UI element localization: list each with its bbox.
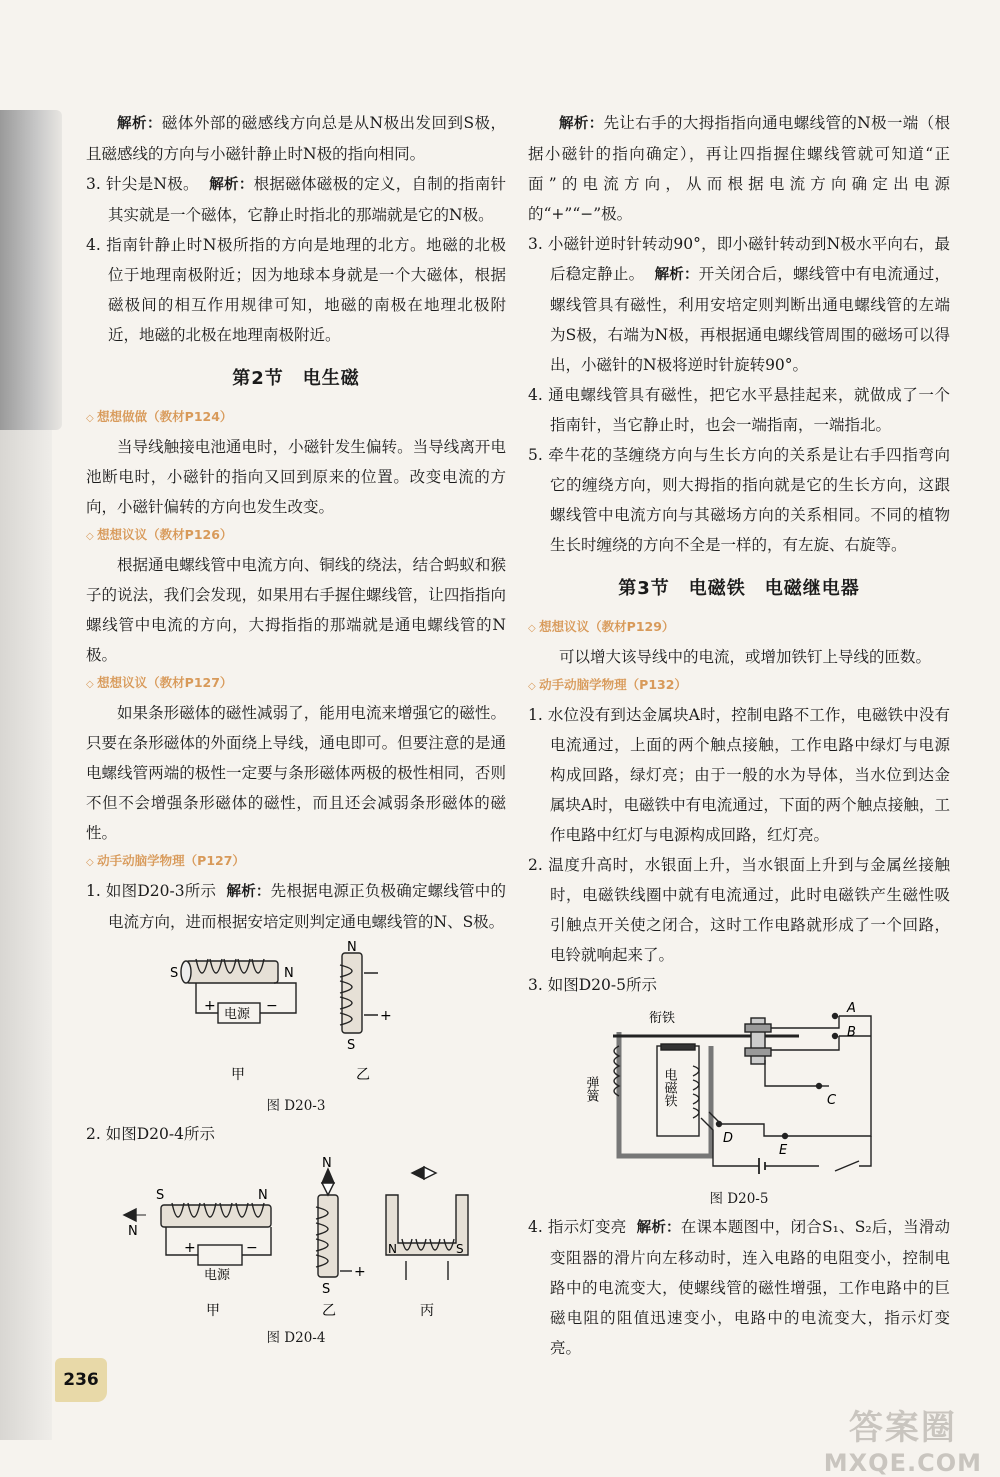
figure-caption: 图 D20-3: [266, 1098, 326, 1114]
contact-label: C: [827, 1093, 837, 1108]
answer-item-3: 3. 如图D20-5所示: [528, 976, 657, 994]
answer-item-3: [86, 169, 506, 230]
pole-label: N: [284, 966, 294, 981]
figure-sublabel: 丙: [420, 1303, 434, 1319]
watermark-url: MXQE.COM: [823, 1449, 982, 1477]
terminal-label: +: [184, 1240, 196, 1256]
answer-item-2: 2. 如图D20-4所示: [86, 1125, 215, 1143]
paragraph-text: 根据磁体磁极的定义，自制的指南针其实就是一个磁体，它静止时指北的那端就是它的N极。: [108, 175, 506, 224]
terminal-label: +: [354, 1264, 366, 1280]
item-lead: 1. 如图D20-3所示: [86, 882, 217, 900]
solenoid-yi: [340, 953, 378, 1033]
section-tag: ◇ 想想议议（教材P129）: [528, 614, 950, 642]
contact-label: B: [847, 1025, 856, 1040]
page-edge-shadow: [0, 430, 52, 1440]
figure-sublabel: 甲: [206, 1303, 220, 1319]
pole-label: N: [322, 1156, 332, 1171]
contact-label: E: [779, 1143, 788, 1158]
analysis-label: 解析：: [117, 116, 162, 132]
analysis-label: 解析：: [209, 177, 254, 193]
paragraph-text: 根据通电螺线管中电流方向、铜线的绕法，结合蚂蚁和猴子的说法，我们会发现，如果用右手握住螺线管，让四指指向螺线管中电流的方向，大拇指指的那端就是通电螺线管的N极。: [86, 556, 506, 664]
analysis-label: 解析：: [226, 884, 271, 900]
armature-label: 衔铁: [649, 1011, 676, 1026]
section-tag: ◇ 动手动脑学物理（P132）: [528, 672, 950, 700]
answer-item-2: 2. 温度升高时，水银面上升，当水银面上升到与金属丝接触时，电磁铁线圈中就有电流通过，此时电磁铁产生磁性吸引触点开关使之闭合，这时工作电路就形成了一个回路，电铃就响起来了。: [528, 856, 950, 964]
answer-item-5: 5. 牵牛花的茎缠绕方向与生长方向的关系是让右手四指弯向它的缠绕方向，则大拇指的指向就是它的生长方向，这跟螺线管中电流方向与其磁场方向的关系相同。不同的植物生长时缠绕的方向不全是一样的，有左旋、右旋等。: [528, 446, 950, 554]
figure-caption: 图 D20-5: [709, 1191, 769, 1207]
answer-item-4: [528, 1212, 950, 1363]
solenoid-bing: [386, 1167, 468, 1280]
paragraph-text: 先让右手的大拇指指向通电螺线管的N极一端（根据小磁针的指向确定），再让四指握住螺线管就可知道“正面”的电流方向，从而根据电流方向确定出电源的“+”“−”极。: [528, 114, 950, 223]
answer-item-3: [528, 229, 950, 380]
figure-d20-5: [583, 1001, 889, 1186]
analysis-label: 解析：: [654, 267, 699, 283]
right-column: [528, 108, 950, 1363]
item-lead: 3. 小磁针逆时针转动90°，即小磁针转动到N极水平向右，最后稳定静止。: [528, 235, 950, 283]
answer-paragraph: [86, 108, 506, 169]
power-label: 电源: [204, 1268, 231, 1283]
needle-label: N: [128, 1224, 138, 1239]
analysis-label: 解析：: [559, 116, 604, 132]
answer-paragraph: [528, 108, 950, 229]
pole-label: S: [347, 1038, 356, 1053]
contact-label: D: [723, 1131, 734, 1146]
answer-item-1: 1. 水位没有到达金属块A时，控制电路不工作，电磁铁中没有电流通过，上面的两个触点接触，工作电路中绿灯与电源构成回路，绿灯亮；由于一般的水为导体，当水位到达金属块A时，电磁铁中有电流通过，下面的两个触点接触，工作电路中红灯与电源构成回路，红灯亮。: [528, 706, 950, 844]
paragraph-text: 可以增大该导线中的电流，或增加铁钉上导线的匝数。: [559, 648, 932, 666]
solenoid-yi: [316, 1169, 352, 1277]
answer-item-1: [86, 876, 506, 937]
figure-d20-3: [146, 940, 446, 1093]
figure-sublabel: 甲: [231, 1067, 245, 1083]
section-title: 第2节 电生磁: [232, 368, 360, 389]
terminal-label: +: [204, 998, 216, 1014]
paragraph-text: 当导线触接电池通电时，小磁针发生偏转。当导线离开电池断电时，小磁针的指向又回到原来的位置。改变电流的方向，小磁针偏转的方向也发生改变。: [86, 438, 506, 516]
terminal-label: +: [380, 1008, 392, 1024]
contact-label: A: [847, 1001, 856, 1016]
item-lead: 4. 指示灯变亮: [528, 1218, 627, 1236]
paragraph-text: 开关闭合后，螺线管中有电流通过，螺线管具有磁性，利用安培定则判断出通电螺线管的左端为S极，右端为N极，再根据通电螺线管周围的磁场可以得出，小磁针的N极将逆时针旋转90°。: [550, 265, 950, 374]
figure-caption: 图 D20-4: [266, 1330, 326, 1346]
watermark-title: 答案圈: [848, 1408, 957, 1448]
pole-label: N: [388, 1242, 397, 1256]
figure-sublabel: 乙: [322, 1303, 336, 1319]
pole-label: S: [322, 1282, 331, 1297]
left-column: [86, 108, 506, 1351]
pole-label: S: [170, 966, 179, 981]
terminal-label: −: [246, 1240, 258, 1256]
section-tag: ◇ 动手动脑学物理（P127）: [86, 848, 506, 876]
page-number: 236: [55, 1358, 107, 1402]
answer-item-4: 4. 指南针静止时N极所指的方向是地理的北方。地磁的北极位于地理南极附近；因为地球本身就是一个大磁体，根据磁极间的相互作用规律可知，地磁的南极在地理北极附近，地磁的北极在地理南极附近。: [86, 236, 506, 344]
pole-label: S: [156, 1188, 165, 1203]
pole-label: N: [258, 1188, 268, 1203]
terminal-label: −: [266, 998, 278, 1014]
section-tag: ◇ 想想议议（教材P127）: [86, 670, 506, 698]
pole-label: N: [347, 940, 357, 955]
section-tag: ◇ 想想做做（教材P124）: [86, 404, 506, 432]
item-lead: 3. 针尖是N极。: [86, 175, 199, 193]
spring-label: 弹簧: [583, 1076, 599, 1102]
answer-item-4: 4. 通电螺线管具有磁性，把它水平悬挂起来，就做成了一个指南针，当它静止时，也会一端指南，一端指北。: [528, 386, 950, 434]
paragraph-text: 如果条形磁体的磁性减弱了，能用电流来增强它的磁性。只要在条形磁体的外面绕上导线，通电即可。但要注意的是通电螺线管两端的极性一定要与条形磁体两极的极性相同，否则不但不会增强条形磁体的磁性，而且还会减弱条形磁体的磁性。: [86, 704, 506, 842]
paragraph-text: 在课本题图中，闭合S₁、S₂后，当滑动变阻器的滑片向左移动时，连入电路的电阻变小，控制电路中的电流变大，使螺线管的磁性增强，工作电路中的巨磁电阻的阻值迅速变小，电路中的电流变大，指示灯变亮。: [550, 1218, 951, 1357]
figure-d20-4: [106, 1155, 486, 1325]
paragraph-text: 先根据电源正负极确定螺线管中的电流方向，进而根据安培定则判定通电螺线管的N、S极。: [108, 882, 506, 931]
figure-sublabel: 乙: [356, 1067, 370, 1083]
power-label: 电源: [224, 1007, 251, 1022]
analysis-label: 解析：: [636, 1220, 681, 1236]
section-title: 第3节 电磁铁 电磁继电器: [618, 578, 860, 599]
section-tag: ◇ 想想议议（教材P126）: [86, 522, 506, 550]
paragraph-text: 磁体外部的磁感线方向总是从N极出发回到S极，且磁感线的方向与小磁针静止时N极的指向相同。: [86, 114, 507, 163]
magnet-label: 电磁铁: [661, 1068, 677, 1107]
pole-label: S: [456, 1242, 464, 1256]
watermark: [824, 1400, 982, 1477]
page-edge-tab: [0, 110, 62, 430]
